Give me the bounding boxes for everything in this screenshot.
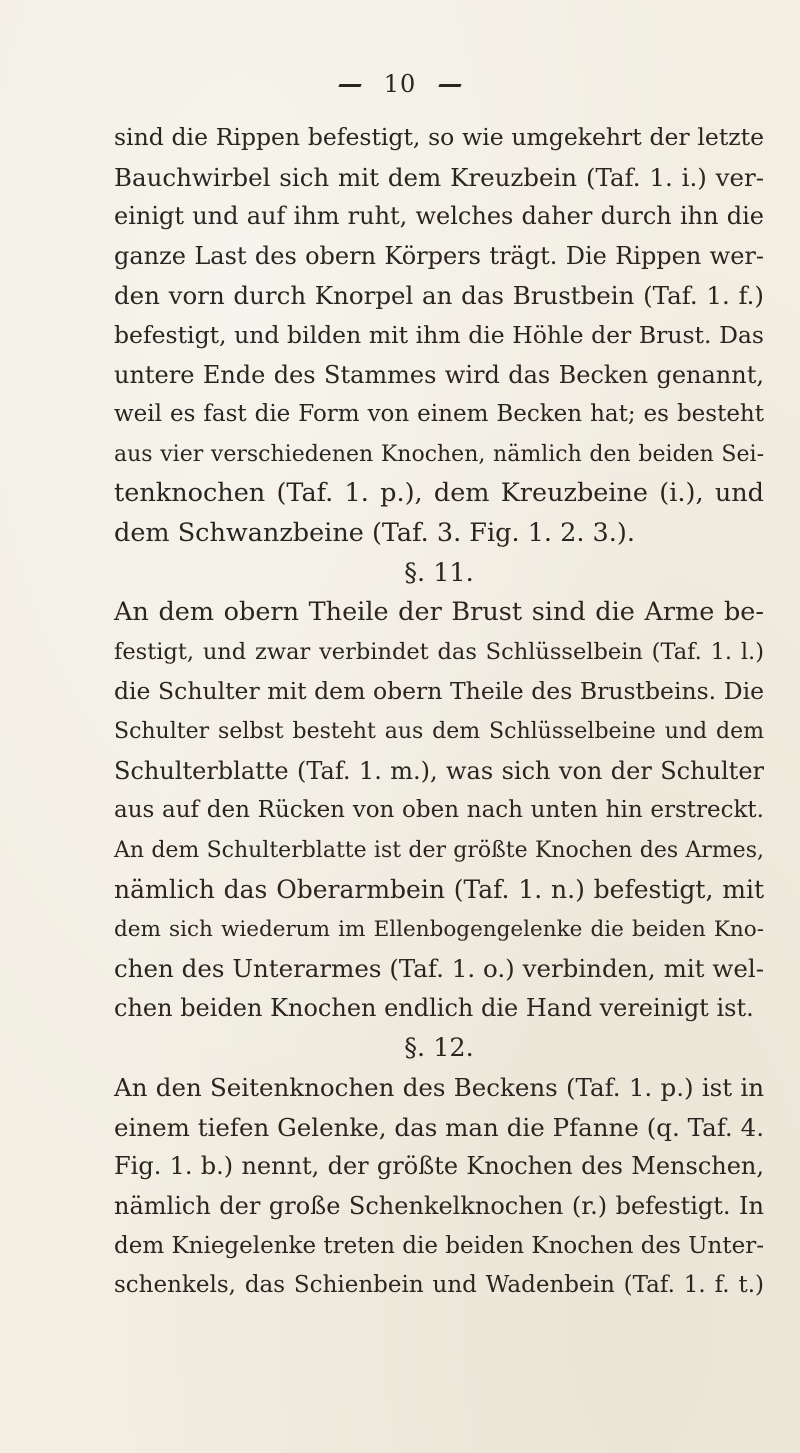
text-line: die Schulter mit dem obern Theile des Brustbeins. Die — [114, 677, 764, 706]
text-line: sind die Rippen befestigt, so wie umgekehrt der letzte — [114, 123, 764, 151]
body-text — [114, 118, 764, 1306]
text-line: ganze Last des obern Körpers trägt. Die Rippen wer- — [114, 241, 764, 270]
text-line: weil es fast die Form von einem Becken hat; es besteht — [114, 401, 764, 428]
text-line: nämlich das Oberarmbein (Taf. 1. n.) befestigt, mit — [114, 875, 764, 905]
text-line: chen des Unterarmes (Taf. 1. o.) verbinden, mit wel- — [114, 954, 764, 984]
text-line: dem Schwanzbeine (Taf. 3. Fig. 1. 2. 3.). — [114, 517, 635, 548]
text-line: nämlich der große Schenkelknochen (r.) befestigt. In — [114, 1192, 764, 1221]
text-line: den vorn durch Knorpel an das Brustbein (Taf. 1. f.) — [114, 281, 764, 311]
text-line: Fig. 1. b.) nennt, der größte Knochen des Menschen, — [114, 1152, 764, 1181]
text-line: einem tiefen Gelenke, das man die Pfanne (q. Taf. 4. — [114, 1112, 764, 1142]
section-heading: §. 12. — [404, 1032, 474, 1063]
page-header — [0, 70, 800, 98]
text-line: aus vier verschiedenen Knochen, nämlich den beiden Sei- — [114, 441, 764, 467]
page-number: 10 — [383, 70, 417, 98]
text-line: Schulterblatte (Taf. 1. m.), was sich von der Schulter — [114, 756, 764, 785]
text-line: schenkels, das Schienbein und Wadenbein (Taf. 1. f. t.) — [114, 1272, 764, 1299]
text-line: An dem obern Theile der Brust sind die Arme be- — [114, 597, 764, 628]
text-line: An dem Schulterblatte ist der größte Knochen des Armes, — [114, 837, 764, 863]
text-line: dem sich wiederum im Ellenbogengelenke die beiden Kno- — [114, 916, 764, 942]
text-line: dem Kniegelenke treten die beiden Knochen des Unter- — [114, 1232, 764, 1259]
text-line: aus auf den Rücken von oben nach unten hin erstreckt. — [114, 797, 764, 824]
text-line: festigt, und zwar verbindet das Schlüsselbein (Taf. 1. l.) — [114, 638, 764, 665]
text-line: An den Seitenknochen des Beckens (Taf. 1. p.) ist in — [114, 1073, 764, 1103]
header-dash-right — [438, 84, 461, 87]
text-line: tenknochen (Taf. 1. p.), dem Kreuzbeine (i.), und — [114, 478, 764, 509]
text-line: Bauchwirbel sich mit dem Kreuzbein (Taf. 1. i.) ver- — [114, 162, 764, 192]
header-dash-left — [339, 84, 362, 87]
section-heading: §. 11. — [404, 557, 474, 588]
text-line: einigt und auf ihm ruht, welches daher durch ihn die — [114, 202, 764, 231]
text-line: chen beiden Knochen endlich die Hand vereinigt ist. — [114, 994, 754, 1023]
text-line: untere Ende des Stammes wird das Becken genannt, — [114, 360, 764, 389]
text-line: befestigt, und bilden mit ihm die Höhle der Brust. Das — [114, 320, 764, 349]
text-line: Schulter selbst besteht aus dem Schlüsselbeine und dem — [114, 718, 764, 744]
